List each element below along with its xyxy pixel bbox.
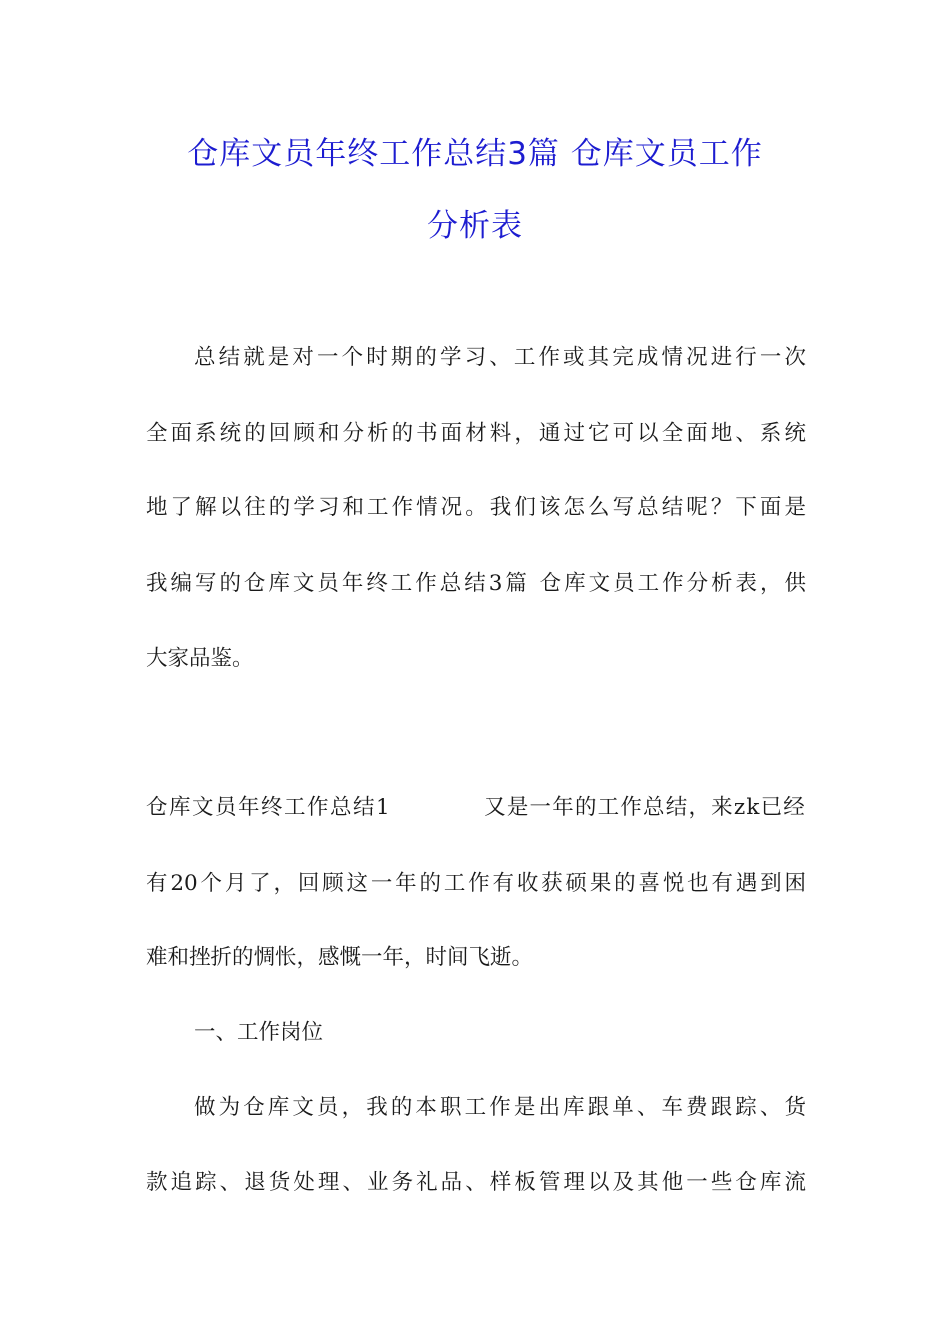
section-line: 难和挫折的惆怅，感慨一年，时间飞逝。 <box>146 945 534 970</box>
section-heading-line <box>146 794 806 822</box>
section-line: 有20个月了，回顾这一年的工作有收获硕果的喜悦也有遇到困 <box>146 871 806 896</box>
title-line-1: 仓库文员年终工作总结3篇 仓库文员工作 <box>187 136 763 172</box>
title-line-2: 分析表 <box>427 208 523 244</box>
subheading: 一、工作岗位 <box>194 1020 324 1045</box>
section-heading: 仓库文员年终工作总结1 <box>146 795 392 820</box>
document-title <box>140 118 810 262</box>
paragraph-line: 做为仓库文员，我的本职工作是出库跟单、车费跟踪、货 <box>194 1095 806 1120</box>
intro-line: 我编写的仓库文员年终工作总结3篇 仓库文员工作分析表，供 <box>146 571 806 596</box>
paragraph-line: 款追踪、退货处理、业务礼品、样板管理以及其他一些仓库流 <box>146 1170 806 1195</box>
intro-line: 地了解以往的学习和工作情况。我们该怎么写总结呢？下面是 <box>146 495 806 520</box>
section-first-line: 又是一年的工作总结，来zk已经 <box>484 795 806 820</box>
intro-line: 大家品鉴。 <box>146 646 254 671</box>
intro-line: 全面系统的回顾和分析的书面材料，通过它可以全面地、系统 <box>146 421 806 446</box>
intro-line: 总结就是对一个时期的学习、工作或其完成情况进行一次 <box>194 345 806 370</box>
